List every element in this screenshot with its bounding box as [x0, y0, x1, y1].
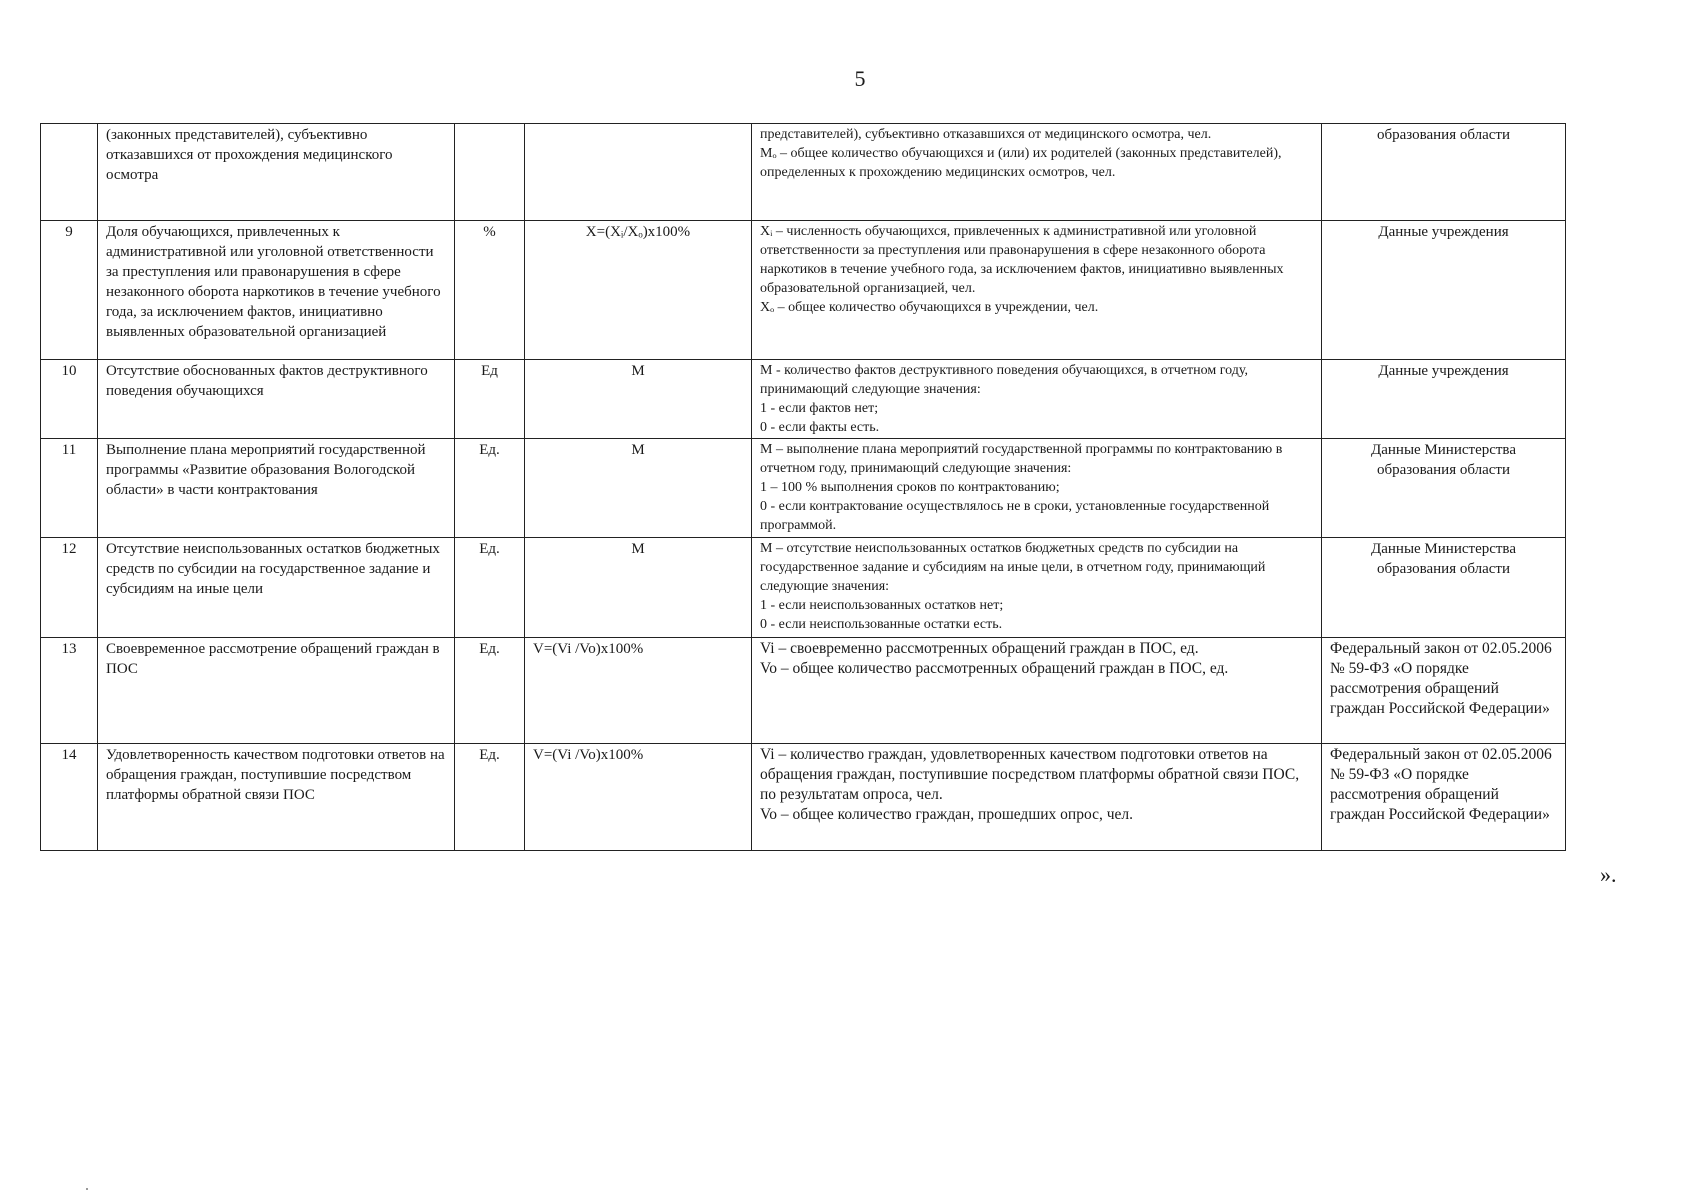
description-line: М – выполнение плана мероприятий государственной программы по контрактованию в отчетном году, принимающий следующие значения:	[760, 442, 1283, 476]
table-row	[41, 439, 1566, 538]
description-line: 0 - если неиспользованные остатки есть.	[760, 617, 1003, 632]
row-number: 11	[41, 439, 98, 538]
indicator-name: Отсутствие обоснованных фактов деструктивного поведения обучающихся	[98, 360, 455, 439]
indicator-name: Выполнение плана мероприятий государственной программы «Развитие образования Вологодской области» в части контрактования	[98, 439, 455, 538]
description-line: 1 - если неиспользованных остатков нет;	[760, 598, 1004, 613]
indicator-name: Доля обучающихся, привлеченных к административной или уголовной ответственности за преступления или правонарушения в сфере незаконного оборота наркотиков в течение учебного года, за исключением фактов, инициативно выявленных образовательной организацией	[98, 221, 455, 360]
formula: X=(Xᵢ/Xₒ)x100%	[525, 221, 752, 360]
indicator-name: (законных представителей), субъективно отказавшихся от прохождения медицинского осмотра	[98, 124, 455, 221]
row-number: 13	[41, 638, 98, 744]
indicators-table	[40, 123, 1566, 851]
row-number: 14	[41, 744, 98, 851]
row-number: 12	[41, 538, 98, 638]
row-number: 9	[41, 221, 98, 360]
formula: V=(Vi /Vo)x100%	[525, 744, 752, 851]
row-number: 10	[41, 360, 98, 439]
formula-description	[752, 744, 1322, 851]
formula-description	[752, 439, 1322, 538]
description-line: представителей), субъективно отказавшихся от медицинского осмотра, чел.	[760, 127, 1212, 142]
formula	[525, 124, 752, 221]
formula: M	[525, 439, 752, 538]
indicator-name: Своевременное рассмотрение обращений граждан в ПОС	[98, 638, 455, 744]
formula: V=(Vi /Vo)x100%	[525, 638, 752, 744]
table-row	[41, 221, 1566, 360]
formula-description	[752, 538, 1322, 638]
formula-description	[752, 360, 1322, 439]
scan-speck	[86, 1188, 88, 1190]
unit: Ед.	[455, 638, 525, 744]
description-line: 1 - если фактов нет;	[760, 401, 879, 416]
formula-description	[752, 638, 1322, 744]
table-row	[41, 744, 1566, 851]
description-line: 1 – 100 % выполнения сроков по контрактованию;	[760, 480, 1060, 495]
unit: Ед	[455, 360, 525, 439]
description-line: 0 - если факты есть.	[760, 420, 880, 435]
data-source: Данные Министерства образования области	[1322, 439, 1566, 538]
description-line: Mₒ – общее количество обучающихся и (или) их родителей (законных представителей), определенных к прохождению медицинских осмотров, чел.	[760, 146, 1282, 180]
page-number: 5	[854, 66, 866, 91]
data-source: Данные учреждения	[1322, 360, 1566, 439]
data-source: образования области	[1322, 124, 1566, 221]
data-source: Данные учреждения	[1322, 221, 1566, 360]
description-line: Xₒ – общее количество обучающихся в учреждении, чел.	[760, 300, 1099, 315]
unit: Ед.	[455, 744, 525, 851]
description-line: 0 - если контрактование осуществлялось не в сроки, установленные государственной программой.	[760, 499, 1270, 533]
indicator-name: Удовлетворенность качеством подготовки ответов на обращения граждан, поступившие посредством платформы обратной связи ПОС	[98, 744, 455, 851]
unit: Ед.	[455, 538, 525, 638]
table-row	[41, 538, 1566, 638]
formula-description	[752, 124, 1322, 221]
description-line: М – отсутствие неиспользованных остатков бюджетных средств по субсидии на государственное задание и субсидиям на иные цели, в отчетном году, принимающий следующие значения:	[760, 541, 1266, 594]
data-source: Федеральный закон от 02.05.2006 № 59-ФЗ «О порядке рассмотрения обращений граждан Российской Федерации»	[1322, 638, 1566, 744]
data-source: Данные Министерства образования области	[1322, 538, 1566, 638]
data-source: Федеральный закон от 02.05.2006 № 59-ФЗ «О порядке рассмотрения обращений граждан Российской Федерации»	[1322, 744, 1566, 851]
table-row	[41, 124, 1566, 221]
formula: M	[525, 360, 752, 439]
indicator-name: Отсутствие неиспользованных остатков бюджетных средств по субсидии на государственное задание и субсидиям на иные цели	[98, 538, 455, 638]
formula-description	[752, 221, 1322, 360]
description-line: Vi – количество граждан, удовлетворенных качеством подготовки ответов на обращения граждан, поступившие посредством платформы обратной связи ПОС, по результатам опроса, чел.	[760, 746, 1300, 803]
table-row	[41, 638, 1566, 744]
description-line: М - количество фактов деструктивного поведения обучающихся, в отчетном году, принимающий следующие значения:	[760, 363, 1248, 397]
closing-quote: ».	[1600, 862, 1617, 887]
description-line: Vo – общее количество граждан, прошедших опрос, чел.	[760, 806, 1134, 823]
unit	[455, 124, 525, 221]
description-line: Xᵢ – численность обучающихся, привлеченных к административной или уголовной ответственности за преступления или правонарушения в сфере незаконного оборота наркотиков в течение учебного года, за исключением фактов, инициативно выявленных образовательной организацией, чел.	[760, 224, 1284, 296]
row-number	[41, 124, 98, 221]
table-row	[41, 360, 1566, 439]
unit: Ед.	[455, 439, 525, 538]
unit: %	[455, 221, 525, 360]
description-line: Vi – своевременно рассмотренных обращений граждан в ПОС, ед.	[760, 640, 1199, 657]
description-line: Vo – общее количество рассмотренных обращений граждан в ПОС, ед.	[760, 660, 1229, 677]
formula: M	[525, 538, 752, 638]
